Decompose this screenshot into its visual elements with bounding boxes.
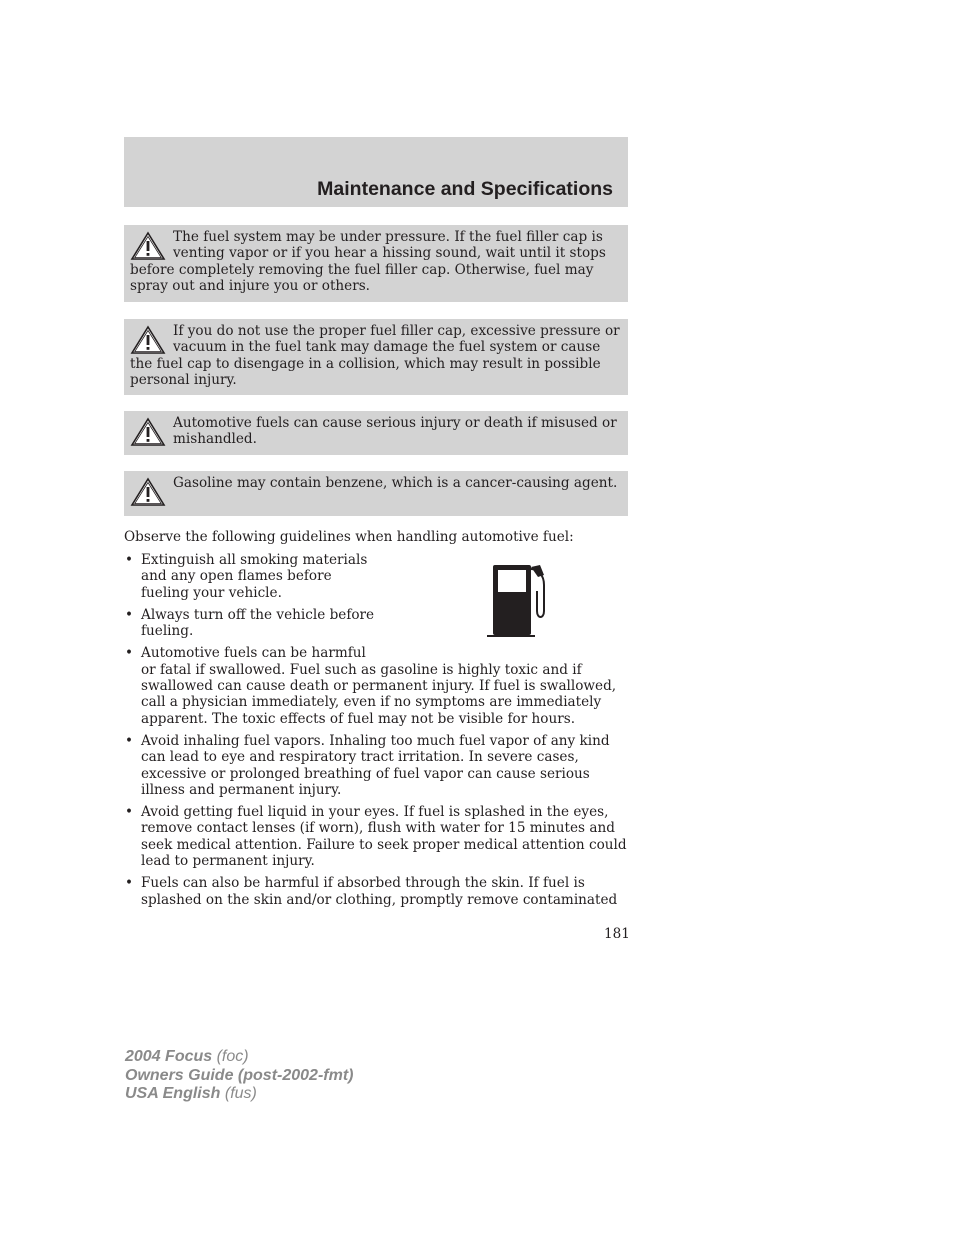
list-line: fueling. <box>141 623 194 640</box>
list-line: splashed on the skin and/or clothing, promptly remove contaminated <box>141 891 618 908</box>
warning-text: The fuel system may be under pressure. If the fuel filler cap is venting vapor or if you hear a hissing sound, wait until it stops before completely removing the fuel filler cap. Otherwise, fuel may spray out and injure you or others. <box>130 229 606 294</box>
warning-box-filler-cap <box>124 319 628 395</box>
list-line: Avoid getting fuel liquid in your eyes. If fuel is splashed in the eyes, <box>141 804 609 821</box>
section-header <box>124 137 628 207</box>
footer-line-2: Owners Guide (post-2002-fmt) <box>125 1066 354 1084</box>
footer-line-1: 2004 Focus (foc) <box>125 1048 249 1065</box>
warning-triangle-icon <box>130 417 166 447</box>
list-line: Avoid inhaling fuel vapors. Inhaling too much fuel vapor of any kind <box>141 732 610 749</box>
list-line: lead to permanent injury. <box>141 853 315 870</box>
list-line: and any open flames before <box>141 568 332 585</box>
warning-box-fuel-injury <box>124 411 628 455</box>
warning-box-benzene <box>124 471 628 516</box>
bullet-marker: • <box>125 804 134 821</box>
list-line: fueling your vehicle. <box>141 584 282 601</box>
list-item <box>124 804 628 869</box>
page-number: 181 <box>604 926 630 942</box>
list-line: Automotive fuels can be harmful <box>141 645 366 662</box>
bullet-marker: • <box>125 645 134 662</box>
list-item <box>124 552 628 601</box>
warning-triangle-icon <box>130 477 166 507</box>
footer-line-3: USA English (fus) <box>125 1085 257 1102</box>
list-line: illness and permanent injury. <box>141 781 342 798</box>
list-line: seek medical attention. Failure to seek proper medical attention could <box>141 836 627 853</box>
fuel-pump-icon <box>486 563 548 638</box>
bullet-marker: • <box>125 552 134 568</box>
list-item <box>124 875 628 908</box>
list-item <box>124 733 628 798</box>
section-title: Maintenance and Specifications <box>317 178 613 200</box>
intro-text: Observe the following guidelines when handling automotive fuel: <box>124 529 574 545</box>
bullet-marker: • <box>125 875 134 892</box>
list-line: apparent. The toxic effects of fuel may not be visible for hours. <box>141 710 576 727</box>
list-line: can lead to eye and respiratory tract irritation. In severe cases, <box>141 749 579 766</box>
warning-box-pressure <box>124 225 628 302</box>
list-line: remove contact lenses (if worn), flush with water for 15 minutes and <box>141 820 615 837</box>
list-line: call a physician immediately, even if no symptoms are immediately <box>141 694 602 711</box>
warning-triangle-icon <box>130 325 166 355</box>
list-line: Always turn off the vehicle before <box>141 606 375 623</box>
bullet-marker: • <box>125 732 134 749</box>
list-line: Extinguish all smoking materials <box>141 552 368 568</box>
list-line: swallowed can cause death or permanent injury. If fuel is swallowed, <box>141 678 617 695</box>
list-item <box>124 645 628 726</box>
list-line: Fuels can also be harmful if absorbed through the skin. If fuel is <box>141 875 585 892</box>
document-footer <box>125 1048 353 1104</box>
warning-text: Automotive fuels can cause serious injury or death if misused or mishandled. <box>173 415 617 448</box>
list-line: or fatal if swallowed. Fuel such as gasoline is highly toxic and if <box>141 661 582 678</box>
list-item <box>124 607 628 640</box>
list-line: excessive or prolonged breathing of fuel vapor can cause serious <box>141 765 590 782</box>
bullet-marker: • <box>125 606 134 623</box>
guidelines-list <box>124 552 628 914</box>
warning-text: If you do not use the proper fuel filler cap, excessive pressure or vacuum in the fuel tank may damage the fuel system or cause the fuel cap to disengage in a collision, which may result in possible personal injury. <box>130 323 620 388</box>
warning-triangle-icon <box>130 231 166 261</box>
warning-text: Gasoline may contain benzene, which is a cancer-causing agent. <box>173 475 618 491</box>
